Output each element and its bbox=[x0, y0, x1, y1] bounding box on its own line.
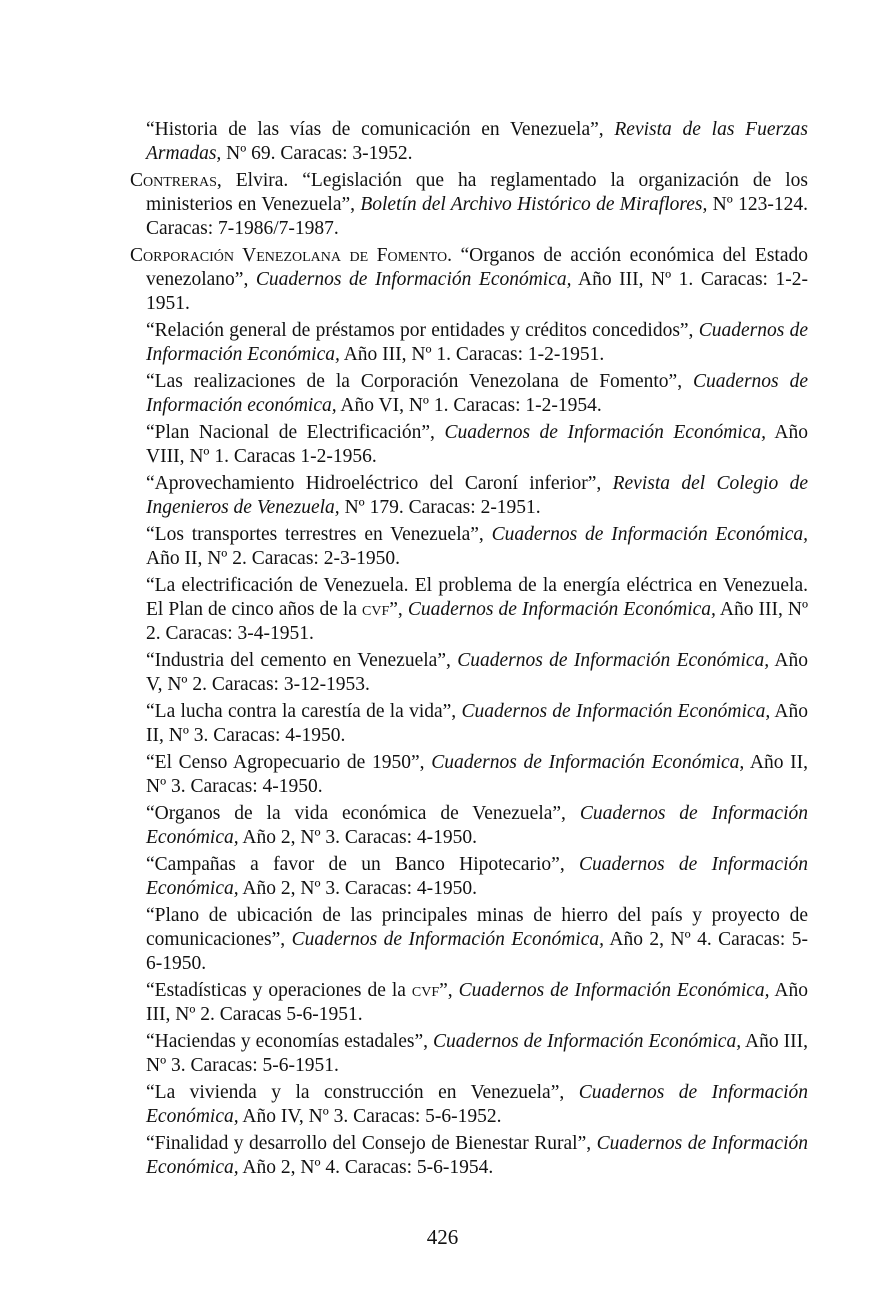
entry-title: “Relación general de préstamos por entidades y créditos concedidos”, bbox=[146, 320, 699, 341]
entry-details: Año 2, Nº 3. Caracas: 4-1950. bbox=[238, 827, 477, 848]
entry-author-rest: , Elvira. bbox=[216, 170, 303, 191]
entry-title: “Organos de la vida económica de Venezuela”, bbox=[146, 803, 580, 824]
entry-author: Contreras bbox=[130, 170, 217, 191]
entry-journal: Cuadernos de Información Económica, bbox=[146, 320, 808, 365]
entry-title: “Estadísticas y operaciones de la bbox=[146, 980, 412, 1001]
entry-title: “Aprovechamiento Hidroeléctrico del Caroní inferior”, bbox=[146, 473, 613, 494]
bibliography-entry bbox=[130, 370, 808, 418]
entry-details: Año II, Nº 2. Caracas: 2-3-1950. bbox=[146, 548, 401, 569]
entry-title: “La lucha contra la carestía de la vida”, bbox=[146, 701, 462, 722]
page-number: 426 bbox=[426, 1225, 459, 1249]
entry-journal: Cuadernos de Información Económica, bbox=[146, 803, 808, 848]
entry-author-rest: . bbox=[447, 245, 461, 266]
entry-author: Corporación Venezolana de Fomento bbox=[130, 245, 448, 266]
entry-acronym: cvf bbox=[362, 599, 390, 620]
entry-title: “Industria del cemento en Venezuela”, bbox=[146, 650, 458, 671]
entry-journal: Cuadernos de Información Económica, bbox=[457, 650, 770, 671]
bibliography-entry bbox=[130, 1030, 808, 1078]
entry-journal: Revista del Colegio de Ingenieros de Venezuela, bbox=[146, 473, 808, 518]
entry-journal: Cuadernos de Información Económica, bbox=[444, 422, 766, 443]
bibliography-entry bbox=[130, 700, 808, 748]
bibliography-list bbox=[130, 118, 808, 1180]
entry-details: Año II, Nº 3. Caracas: 4-1950. bbox=[146, 701, 808, 746]
bibliography-entry bbox=[130, 319, 808, 367]
bibliography-entry bbox=[130, 574, 808, 646]
bibliography-entry bbox=[130, 853, 808, 901]
entry-details: Año III, Nº 2. Caracas: 3-4-1951. bbox=[146, 599, 808, 644]
entry-details: Año 2, Nº 4. Caracas: 5-6-1950. bbox=[146, 929, 808, 974]
entry-details: Año 2, Nº 4. Caracas: 5-6-1954. bbox=[238, 1157, 494, 1178]
entry-journal: Cuadernos de Información económica, bbox=[146, 371, 808, 416]
bibliography-entry bbox=[130, 979, 808, 1027]
entry-journal: Boletín del Archivo Histórico de Miraflores, bbox=[360, 194, 708, 215]
bibliography-entry bbox=[130, 802, 808, 850]
entry-details: Año VI, Nº 1. Caracas: 1-2-1954. bbox=[336, 395, 602, 416]
entry-journal: Cuadernos de Información Económica, bbox=[291, 929, 604, 950]
entry-title: “Plano de ubicación de las principales minas de hierro del país y proyecto de comunicaciones”, bbox=[146, 905, 808, 950]
entry-details: Año II, Nº 3. Caracas: 4-1950. bbox=[146, 752, 808, 797]
entry-details: Nº 179. Caracas: 2-1951. bbox=[339, 497, 541, 518]
bibliography-entry bbox=[130, 1081, 808, 1129]
bibliography-entry bbox=[130, 751, 808, 799]
bibliography-entry bbox=[130, 244, 808, 316]
entry-title: “El Censo Agropecuario de 1950”, bbox=[146, 752, 432, 773]
entry-journal: Cuadernos de Información Económica, bbox=[431, 752, 745, 773]
entry-details: Año VIII, Nº 1. Caracas 1-2-1956. bbox=[146, 422, 809, 467]
bibliography-entry bbox=[130, 649, 808, 697]
entry-journal: Cuadernos de Información Económica, bbox=[146, 1133, 808, 1178]
entry-details: Año IV, Nº 3. Caracas: 5-6-1952. bbox=[238, 1106, 502, 1127]
entry-journal: Cuadernos de Información Económica, bbox=[146, 854, 808, 899]
entry-details: Año III, Nº 3. Caracas: 5-6-1951. bbox=[146, 1031, 809, 1076]
bibliography-entry bbox=[130, 904, 808, 976]
entry-details: Año III, Nº 1. Caracas: 1-2-1951. bbox=[146, 269, 809, 314]
entry-details: Año V, Nº 2. Caracas: 3-12-1953. bbox=[146, 650, 809, 695]
bibliography-entry bbox=[130, 118, 808, 166]
entry-title-end: ”, bbox=[439, 980, 459, 1001]
bibliography-entry bbox=[130, 421, 808, 469]
entry-title-end: ”, bbox=[389, 599, 408, 620]
entry-title: “Legislación que ha reglamentado la organización de los ministerios en Venezuela”, bbox=[146, 170, 808, 215]
entry-details: Nº 69. Caracas: 3-1952. bbox=[221, 143, 413, 164]
entry-title: “Las realizaciones de la Corporación Venezolana de Fomento”, bbox=[146, 371, 694, 392]
entry-journal: Cuadernos de Información Económica, bbox=[255, 269, 572, 290]
entry-details: Nº 123-124. Caracas: 7-1986/7-1987. bbox=[146, 194, 808, 239]
entry-details: Año III, Nº 2. Caracas 5-6-1951. bbox=[146, 980, 808, 1025]
entry-details: Año III, Nº 1. Caracas: 1-2-1951. bbox=[339, 344, 605, 365]
entry-journal: Cuadernos de Información Económica, bbox=[146, 1082, 808, 1127]
entry-journal: Cuadernos de Información Económica, bbox=[433, 1031, 742, 1052]
entry-title: “Plan Nacional de Electrificación”, bbox=[146, 422, 445, 443]
bibliography-entry bbox=[130, 523, 808, 571]
entry-title: “Organos de acción económica del Estado venezolano”, bbox=[146, 245, 809, 290]
entry-journal: Cuadernos de Información Económica, bbox=[491, 524, 808, 545]
entry-journal: Cuadernos de Información Económica, bbox=[407, 599, 716, 620]
entry-title: “Campañas a favor de un Banco Hipotecario”, bbox=[146, 854, 580, 875]
entry-title: “La vivienda y la construcción en Venezuela”, bbox=[146, 1082, 579, 1103]
entry-journal: Revista de las Fuerzas Armadas, bbox=[146, 119, 808, 164]
entry-title: “La electrificación de Venezuela. El problema de la energía eléctrica en Venezuela. El Plan de cinco años de la bbox=[146, 575, 808, 620]
entry-journal: Cuadernos de Información Económica, bbox=[458, 980, 770, 1001]
entry-title: “Haciendas y economías estadales”, bbox=[146, 1031, 434, 1052]
entry-title: “Historia de las vías de comunicación en Venezuela”, bbox=[146, 119, 615, 140]
entry-details: Año 2, Nº 3. Caracas: 4-1950. bbox=[238, 878, 477, 899]
entry-title: “Los transportes terrestres en Venezuela”, bbox=[146, 524, 492, 545]
bibliography-entry bbox=[130, 1132, 808, 1180]
bibliography-entry bbox=[130, 472, 808, 520]
entry-journal: Cuadernos de Información Económica, bbox=[461, 701, 771, 722]
entry-acronym: cvf bbox=[411, 980, 440, 1001]
bibliography-entry bbox=[130, 169, 808, 241]
entry-title: “Finalidad y desarrollo del Consejo de Bienestar Rural”, bbox=[146, 1133, 597, 1154]
